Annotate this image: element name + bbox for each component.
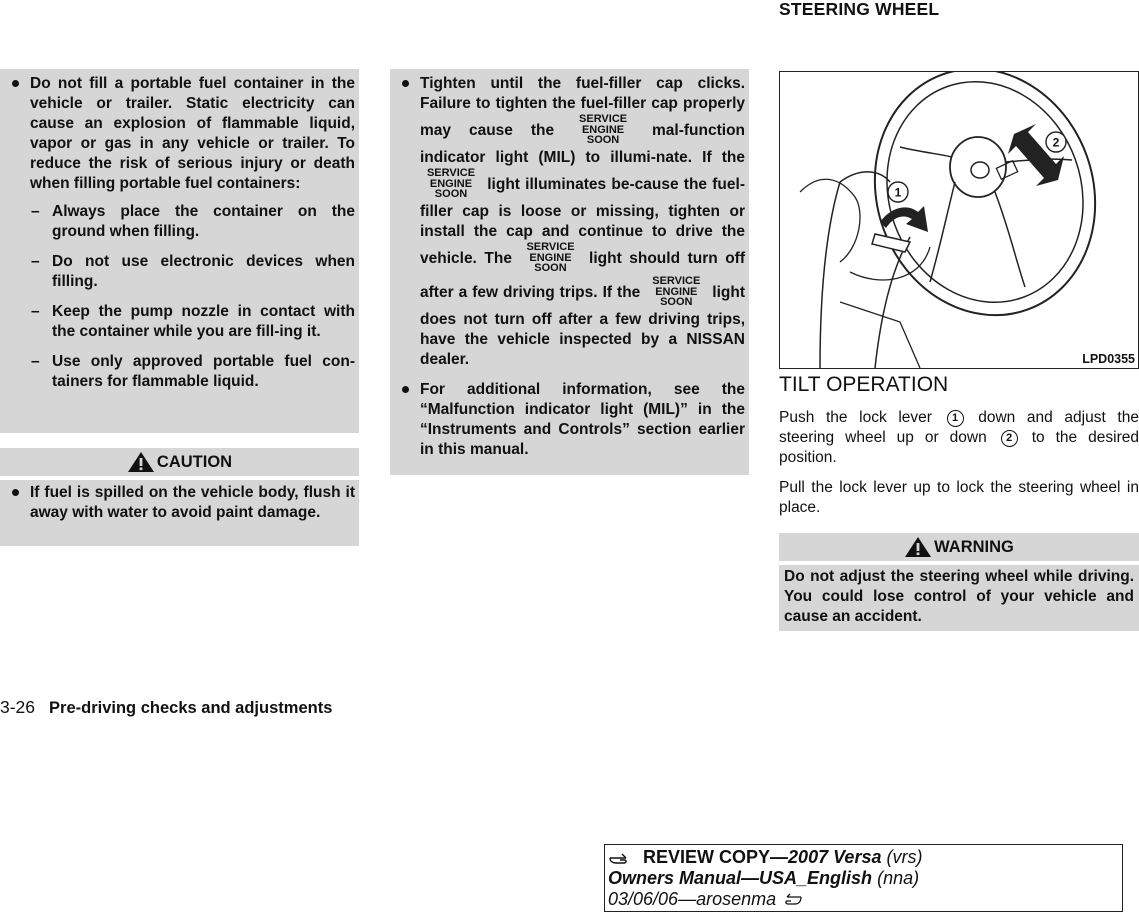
list-item: – Do not use electronic devices when filling.	[31, 253, 355, 290]
service-engine-soon-icon: SERVICE ENGINE SOON	[652, 275, 701, 308]
bullet-icon	[12, 489, 19, 496]
list-item: – Use only approved portable fuel con-tainers for flammable liquid.	[31, 353, 355, 390]
list-item: For additional information, see the “Malfunction indicator light (MIL)” in the “Instruments and Controls” section earlier in this manual.	[397, 380, 745, 460]
list-item: Do not fill a portable fuel container in the vehicle or trailer. Static electricity can cause an explosion of flammable liquid, vapor or gas in any vehicle or trailer. To reduce the risk of serious injury or death when filling portable fuel containers: – Always place the container on the ground when filling. – Do not use electronic devices when filling. – Keep the pump nozzle in contact with the container while you are fill-ing it. – Use only approved portable fuel con-tainers for flammable liquid.	[7, 74, 355, 392]
list-item: – Always place the container on the ground when filling.	[31, 203, 355, 240]
caution-body	[0, 480, 359, 546]
review-copy-box: REVIEW COPY—2007 Versa (vrs) Owners Manual—USA_English (nna) 03/06/06—arosenma	[604, 844, 1123, 912]
page-number: 3-26	[0, 697, 36, 717]
bullet-icon	[402, 80, 409, 87]
steering-wheel-figure	[779, 71, 1139, 369]
callout-1-marker: 1	[947, 410, 964, 427]
page-footer	[0, 697, 332, 718]
paragraph: Push the lock lever 1 down and adjust the steering wheel up or down 2 to the desired position.	[779, 409, 1139, 466]
fuel-warning-block	[0, 69, 359, 433]
warning-triangle-icon	[904, 536, 932, 558]
caution-header: CAUTION	[0, 448, 359, 476]
service-engine-soon-icon: SERVICE ENGINE SOON	[579, 113, 628, 146]
service-engine-soon-icon: SERVICE ENGINE SOON	[526, 241, 575, 274]
chapter-title: Pre-driving checks and adjustments	[49, 699, 333, 717]
list-item: Tighten until the fuel-filler cap clicks. Failure to tighten the fuel-filler cap properly may cause the SERVICE ENGINE SOON mal-function indicator light (MIL) to illumi-nate. If the SERVICE ENGINE SOON light illuminates be-cause the fuel-filler cap is loose or missing, tighten or install the cap and continue to drive the vehicle. The SERVICE ENGINE SOON light should turn off after a few driving trips. If the SERVICE ENGINE SOON light does not turn off after a few driving trips, have the vehicle inspected by a NISSAN dealer.	[397, 74, 745, 370]
paragraph: Pull the lock lever up to lock the steering wheel in place.	[779, 479, 1139, 516]
pointing-hand-icon	[608, 849, 638, 865]
service-engine-soon-icon: SERVICE ENGINE SOON	[426, 167, 476, 200]
callout-1: 1	[894, 185, 902, 200]
section-title: STEERING WHEEL	[779, 0, 940, 19]
list-item: – Keep the pump nozzle in contact with the container while you are fill-ing it.	[31, 303, 355, 340]
fuel-cap-block	[390, 69, 749, 475]
steering-wheel-illustration	[780, 72, 1138, 368]
pointing-hand-icon	[781, 892, 803, 906]
bullet-icon	[402, 386, 409, 393]
warning-triangle-icon	[127, 451, 155, 473]
callout-2: 2	[1052, 135, 1060, 150]
warning-body: Do not adjust the steering wheel while driving. You could lose control of your vehicle and cause an accident.	[779, 565, 1139, 631]
list-item: If fuel is spilled on the vehicle body, flush it away with water to avoid paint damage.	[7, 483, 355, 523]
bullet-icon	[12, 80, 19, 87]
tilt-instructions	[779, 408, 1139, 518]
warning-header: WARNING	[779, 533, 1139, 561]
figure-code: LPD0355	[1082, 352, 1135, 366]
callout-2-marker: 2	[1001, 430, 1018, 447]
tilt-operation-heading: TILT OPERATION	[779, 373, 949, 396]
